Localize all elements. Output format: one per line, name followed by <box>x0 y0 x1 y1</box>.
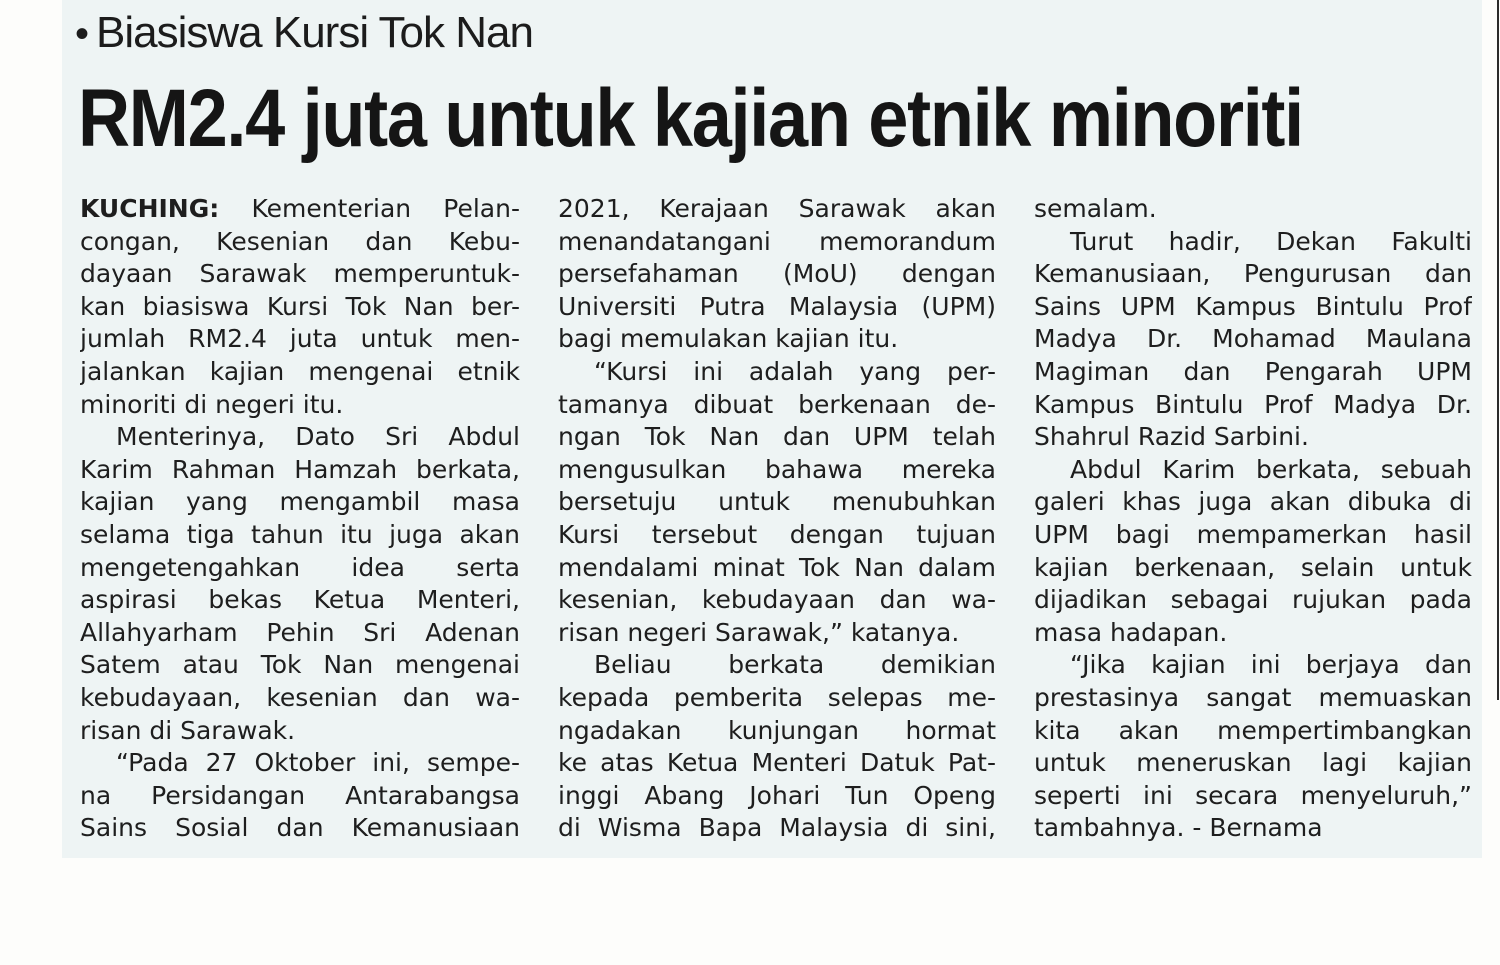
column-line: Sains Sosial dan Kemanusiaan <box>80 813 520 843</box>
column-line: risan di Sarawak. <box>80 715 296 745</box>
column-line: jalankan kajian mengenai etnik <box>80 356 520 386</box>
column-line: tambahnya. - Bernama <box>1034 813 1323 843</box>
column-line: ngadakan kunjungan hormat <box>558 715 996 745</box>
column-line: risan negeri Sarawak,” katanya. <box>558 617 960 647</box>
column-line: dayaan Sarawak memperuntuk- <box>80 259 520 289</box>
column-line: Menterinya, Dato Sri Abdul <box>116 422 520 452</box>
column-line: kesenian, kebudayaan dan wa- <box>558 585 996 615</box>
column-line: mengusulkan bahawa mereka <box>558 454 996 484</box>
column-line: KUCHING: Kementerian Pelan- <box>80 194 520 223</box>
column-line: “Kursi ini adalah yang per- <box>594 356 996 386</box>
column-line: Kemanusiaan, Pengurusan dan <box>1034 259 1472 289</box>
column-line: “Jika kajian ini berjaya dan <box>1070 650 1472 680</box>
column-line: Magiman dan Pengarah UPM <box>1034 356 1472 386</box>
column-line: jumlah RM2.4 juta untuk men- <box>80 324 520 354</box>
column-line: kebudayaan, kesenian dan wa- <box>80 682 520 712</box>
column-line: mengetengahkan idea serta <box>80 552 520 582</box>
column-line: Allahyarham Pehin Sri Adenan <box>80 617 520 647</box>
column-line: tamanya dibuat berkenaan de- <box>558 389 996 419</box>
column-line: selama tiga tahun itu juga akan <box>80 519 520 549</box>
column-line: kajian berkenaan, selain untuk <box>1034 552 1472 582</box>
kicker-text: Biasiswa Kursi Tok Nan <box>96 8 533 57</box>
column-line: ke atas Ketua Menteri Datuk Pat- <box>558 748 996 778</box>
column-line: UPM bagi mempamerkan hasil <box>1034 519 1472 549</box>
article-column-1 <box>80 193 520 845</box>
column-line: kita akan mempertimbangkan <box>1034 715 1472 745</box>
article-column-2 <box>558 193 996 845</box>
column-line: di Wisma Bapa Malaysia di sini, <box>558 813 996 843</box>
column-line: dijadikan sebagai rujukan pada <box>1034 585 1472 615</box>
column-line: Shahrul Razid Sarbini. <box>1034 422 1309 452</box>
article-kicker <box>75 8 533 58</box>
column-line: galeri khas juga akan dibuka di <box>1034 487 1472 517</box>
column-line: mendalami minat Tok Nan dalam <box>558 552 996 582</box>
column-line: bersetuju untuk menubuhkan <box>558 487 996 517</box>
column-line: Kampus Bintulu Prof Madya Dr. <box>1034 389 1472 419</box>
column-line: ngan Tok Nan dan UPM telah <box>558 422 996 452</box>
column-line: Turut hadir, Dekan Fakulti <box>1070 226 1472 256</box>
column-line: persefahaman (MoU) dengan <box>558 259 996 289</box>
column-line: 2021, Kerajaan Sarawak akan <box>558 194 996 223</box>
column-line: prestasinya sangat memuaskan <box>1034 682 1472 712</box>
column-line: masa hadapan. <box>1034 617 1228 647</box>
column-line: menandatangani memorandum <box>558 226 996 256</box>
column-line: inggi Abang Johari Tun Openg <box>558 780 996 810</box>
column-line: Kursi tersebut dengan tujuan <box>558 519 996 549</box>
column-line: congan, Kesenian dan Kebu- <box>80 226 520 256</box>
column-line: semalam. <box>1034 194 1157 223</box>
column-line: “Pada 27 Oktober ini, sempe- <box>116 748 520 778</box>
article-headline: RM2.4 juta untuk kajian etnik minoriti <box>78 73 1303 164</box>
column-line: Abdul Karim berkata, sebuah <box>1070 454 1472 484</box>
column-line: untuk meneruskan lagi kajian <box>1034 748 1472 778</box>
article-column-3 <box>1034 193 1472 845</box>
column-line: Karim Rahman Hamzah berkata, <box>80 454 520 484</box>
column-line: Satem atau Tok Nan mengenai <box>80 650 520 680</box>
column-line: bagi memulakan kajian itu. <box>558 324 899 354</box>
column-line: kajian yang mengambil masa <box>80 487 520 517</box>
column-line: aspirasi bekas Ketua Menteri, <box>80 585 520 615</box>
column-line: seperti ini secara menyeluruh,” <box>1034 780 1472 810</box>
bullet-icon: • <box>75 12 89 56</box>
column-line: minoriti di negeri itu. <box>80 389 344 419</box>
dateline: KUCHING: <box>80 194 220 223</box>
column-line: kan biasiswa Kursi Tok Nan ber- <box>80 291 520 321</box>
column-line: Universiti Putra Malaysia (UPM) <box>558 291 996 321</box>
column-line: Madya Dr. Mohamad Maulana <box>1034 324 1472 354</box>
column-line: na Persidangan Antarabangsa <box>80 780 520 810</box>
column-line: kepada pemberita selepas me- <box>558 682 996 712</box>
column-line: Sains UPM Kampus Bintulu Prof <box>1034 291 1472 321</box>
column-line: Beliau berkata demikian <box>594 650 996 680</box>
page-edge-rule <box>1497 0 1499 700</box>
